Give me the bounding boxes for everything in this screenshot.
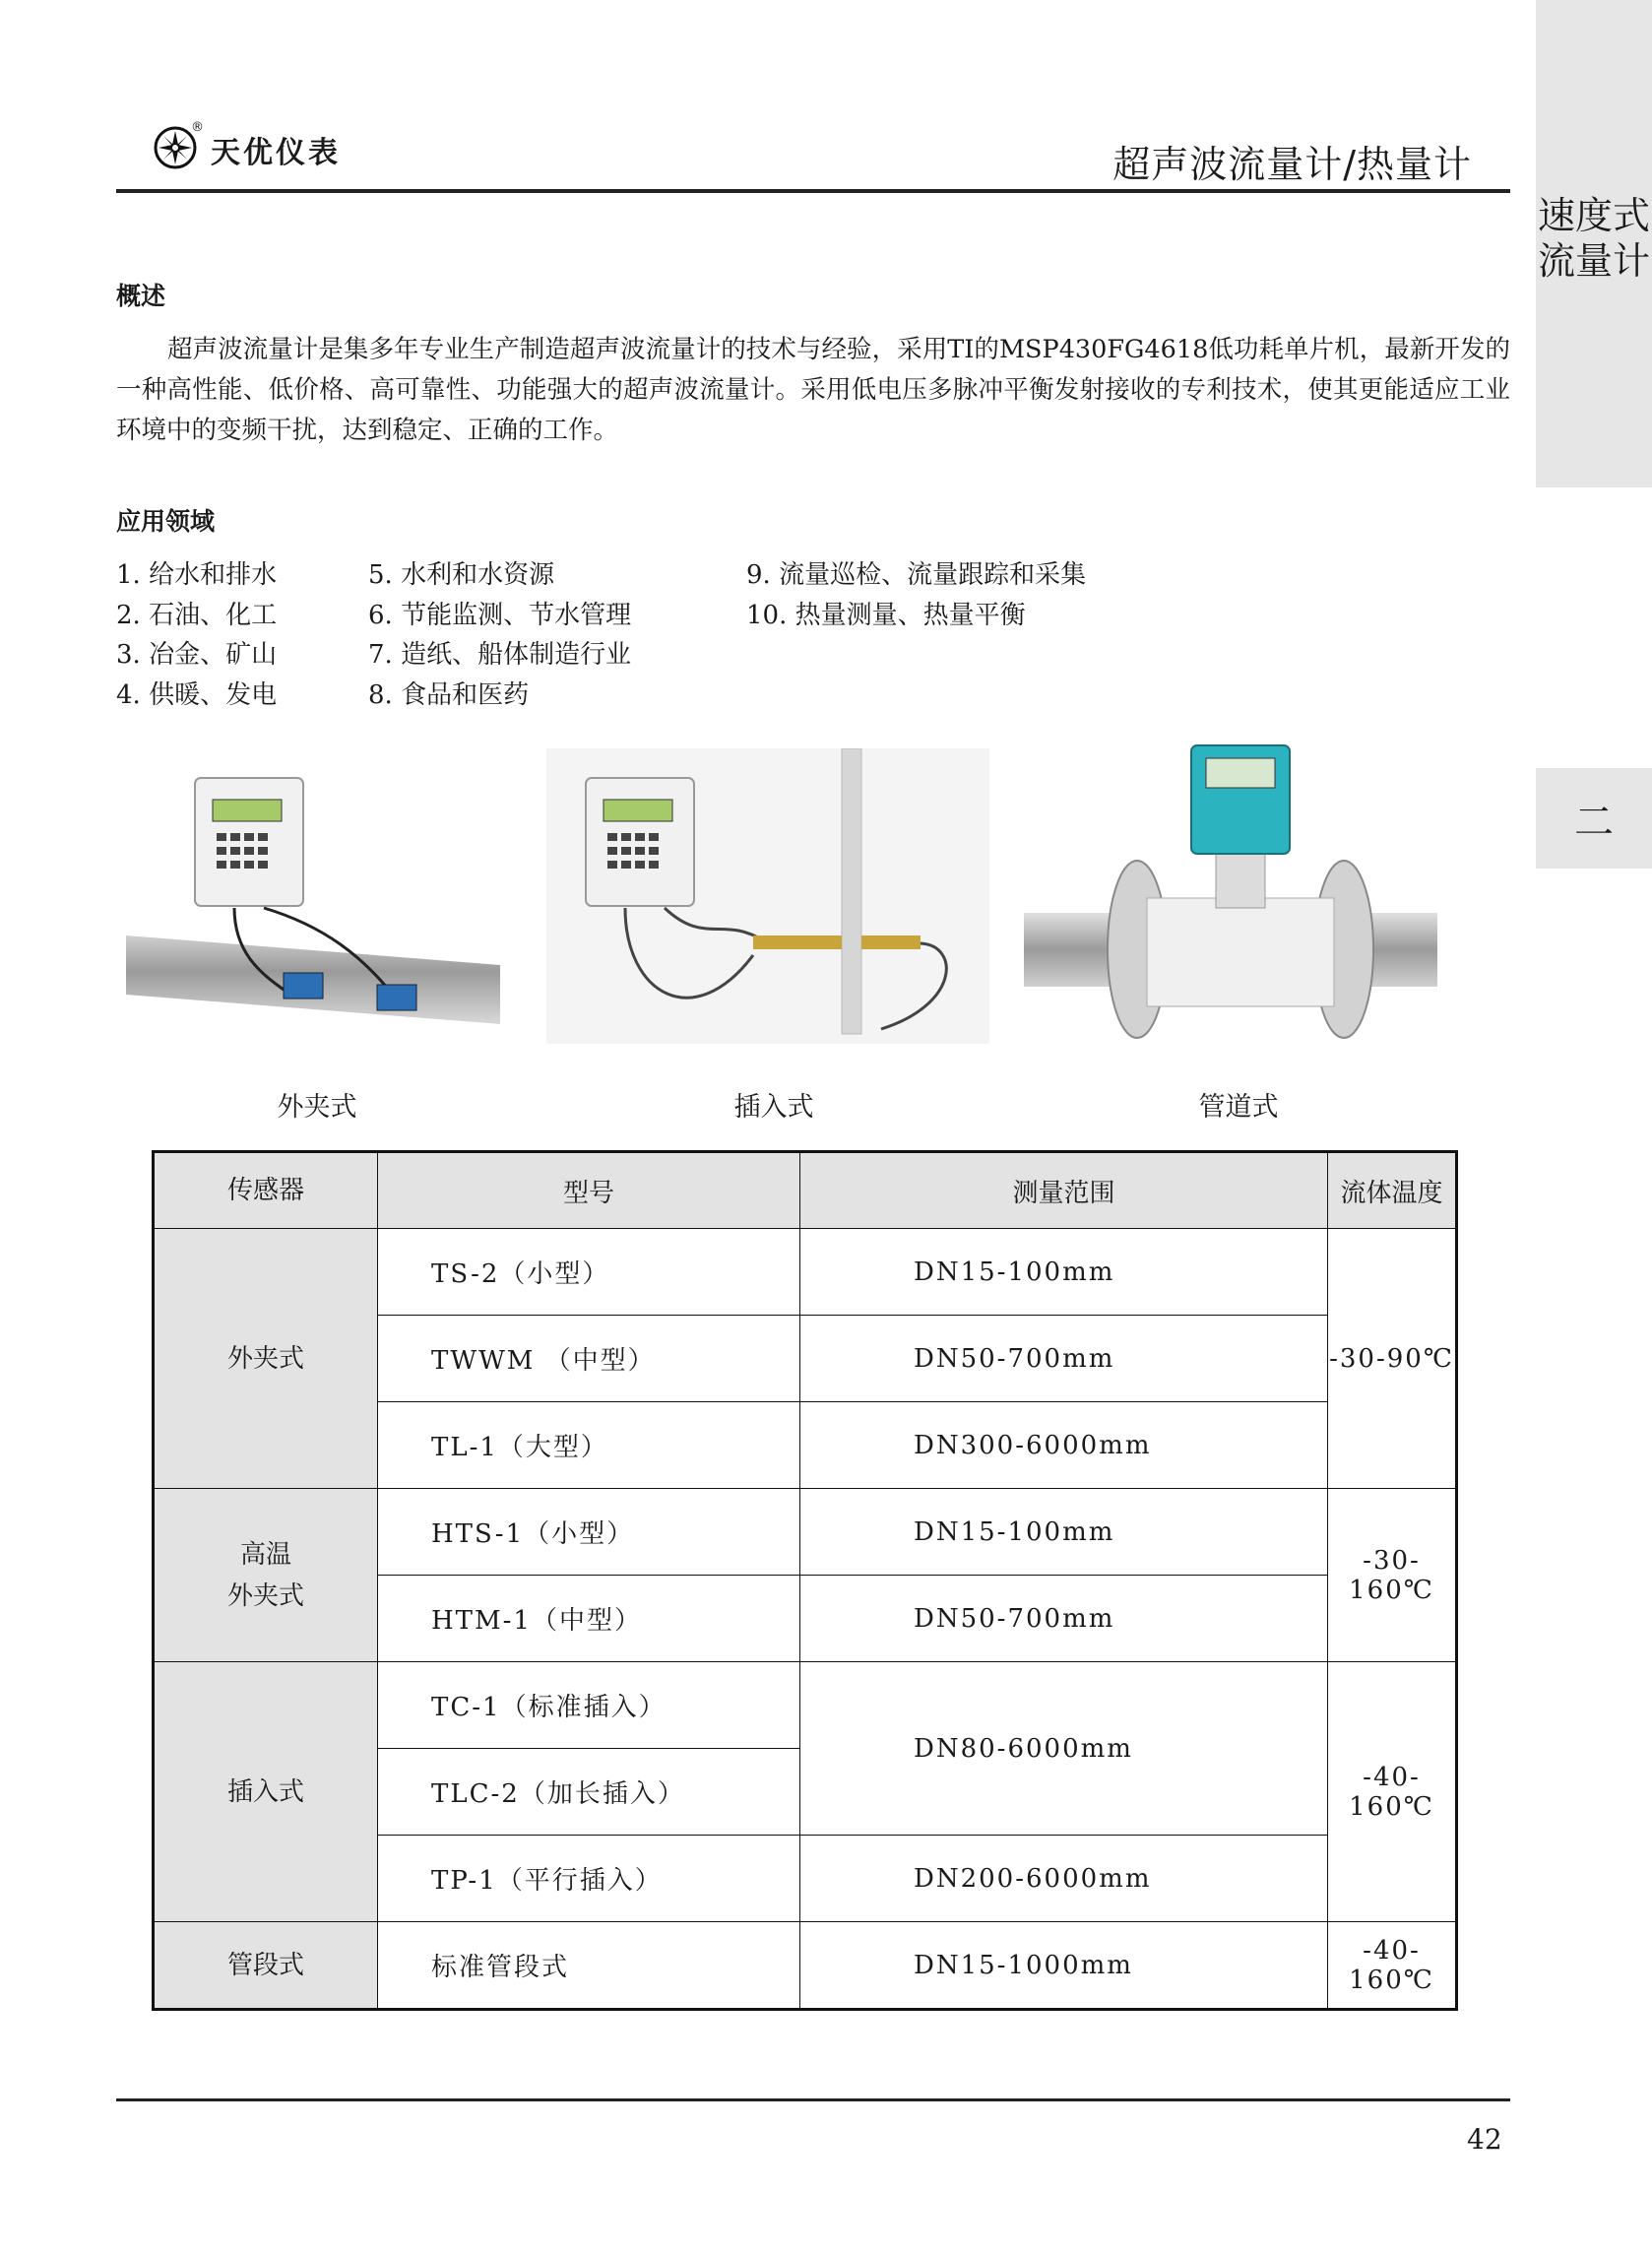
caption-clamp-on: 外夹式 [277,1092,357,1123]
temperature: -40-160℃ [1328,1922,1457,2010]
list-item: 3. 冶金、矿山 [116,640,278,670]
header-model: 型号 [378,1152,800,1229]
list-item: 2. 石油、化工 [116,600,278,630]
model: TP-1（平行插入） [378,1836,800,1922]
applications-heading: 应用领域 [116,507,216,536]
model: TWWM （中型） [378,1316,800,1402]
temperature: -30-160℃ [1328,1489,1457,1662]
range: DN15-100mm [800,1229,1328,1316]
overview-heading: 概述 [116,282,166,310]
applications-col-3 [746,555,1086,635]
list-item: 8. 食品和医药 [368,679,530,710]
table-row [154,1229,1457,1316]
list-item: 10. 热量测量、热量平衡 [746,600,1026,630]
overview-text: 超声波流量计是集多年专业生产制造超声波流量计的技术与经验，采用TI的MSP430FG4618低功耗单片机，最新开发的一种高性能、低价格、高可靠性、功能强大的超声波流量计。采用低电压多脉冲平衡发射接收的专利技术，使其更能适应工业环境中的变频干扰，达到稳定、正确的工作。 [116,335,1510,445]
temperature: -40-160℃ [1328,1662,1457,1922]
table-row [154,1662,1457,1749]
list-item: 1. 给水和排水 [116,560,278,590]
page-number: 42 [1467,2123,1502,2156]
inline-flowmeter-image [1024,741,1437,1056]
registered-mark: ® [191,120,204,135]
temperature: -30-90℃ [1328,1229,1457,1489]
table-row [154,1922,1457,2010]
page-title: 超声波流量计/热量计 [1112,143,1472,186]
header-rule [116,189,1510,193]
model: 标准管段式 [378,1922,800,2010]
range: DN50-700mm [800,1576,1328,1662]
header-range: 测量范围 [800,1152,1328,1229]
sensor-spec-table [152,1150,1458,2011]
header-temperature: 流体温度 [1328,1152,1457,1229]
sensor-type [154,1489,378,1662]
list-item: 4. 供暖、发电 [116,679,278,710]
sensor-type: 外夹式 [154,1229,378,1489]
footer-rule [116,2098,1510,2101]
range: DN15-100mm [800,1489,1328,1576]
sensor-type: 插入式 [154,1662,378,1922]
side-tab-category-label: 速度式流量计 [1537,194,1650,283]
sensor-type-line1: 高温 [239,1539,291,1570]
model: TL-1（大型） [378,1402,800,1489]
insertion-flowmeter-image [546,748,989,1054]
list-item: 6. 节能监测、节水管理 [368,600,632,630]
applications-col-1 [116,555,277,715]
model: TS-2（小型） [378,1229,800,1316]
model: HTM-1（中型） [378,1576,800,1662]
model: TC-1（标准插入） [378,1662,800,1749]
range: DN200-6000mm [800,1836,1328,1922]
table-header-row [154,1152,1457,1229]
applications-col-2 [368,555,631,715]
clamp-on-flowmeter-image [126,758,500,1044]
caption-insertion: 插入式 [733,1092,814,1123]
list-item: 5. 水利和水资源 [368,560,555,590]
table-row [154,1489,1457,1576]
range: DN300-6000mm [800,1402,1328,1489]
model: TLC-2（加长插入） [378,1749,800,1836]
logo-text: 天优仪表 [211,136,341,170]
list-item: 9. 流量巡检、流量跟踪和采集 [746,560,1087,590]
side-tab-chapter: 二 [1536,768,1652,869]
range: DN15-1000mm [800,1922,1328,2010]
range: DN80-6000mm [800,1662,1328,1836]
header-sensor: 传感器 [154,1152,378,1229]
model: HTS-1（小型） [378,1489,800,1576]
logo [154,120,341,173]
caption-inline: 管道式 [1198,1092,1279,1123]
list-item: 7. 造纸、船体制造行业 [368,640,632,670]
sensor-type-line2: 外夹式 [226,1580,304,1611]
range: DN50-700mm [800,1316,1328,1402]
sensor-type: 管段式 [154,1922,378,2010]
